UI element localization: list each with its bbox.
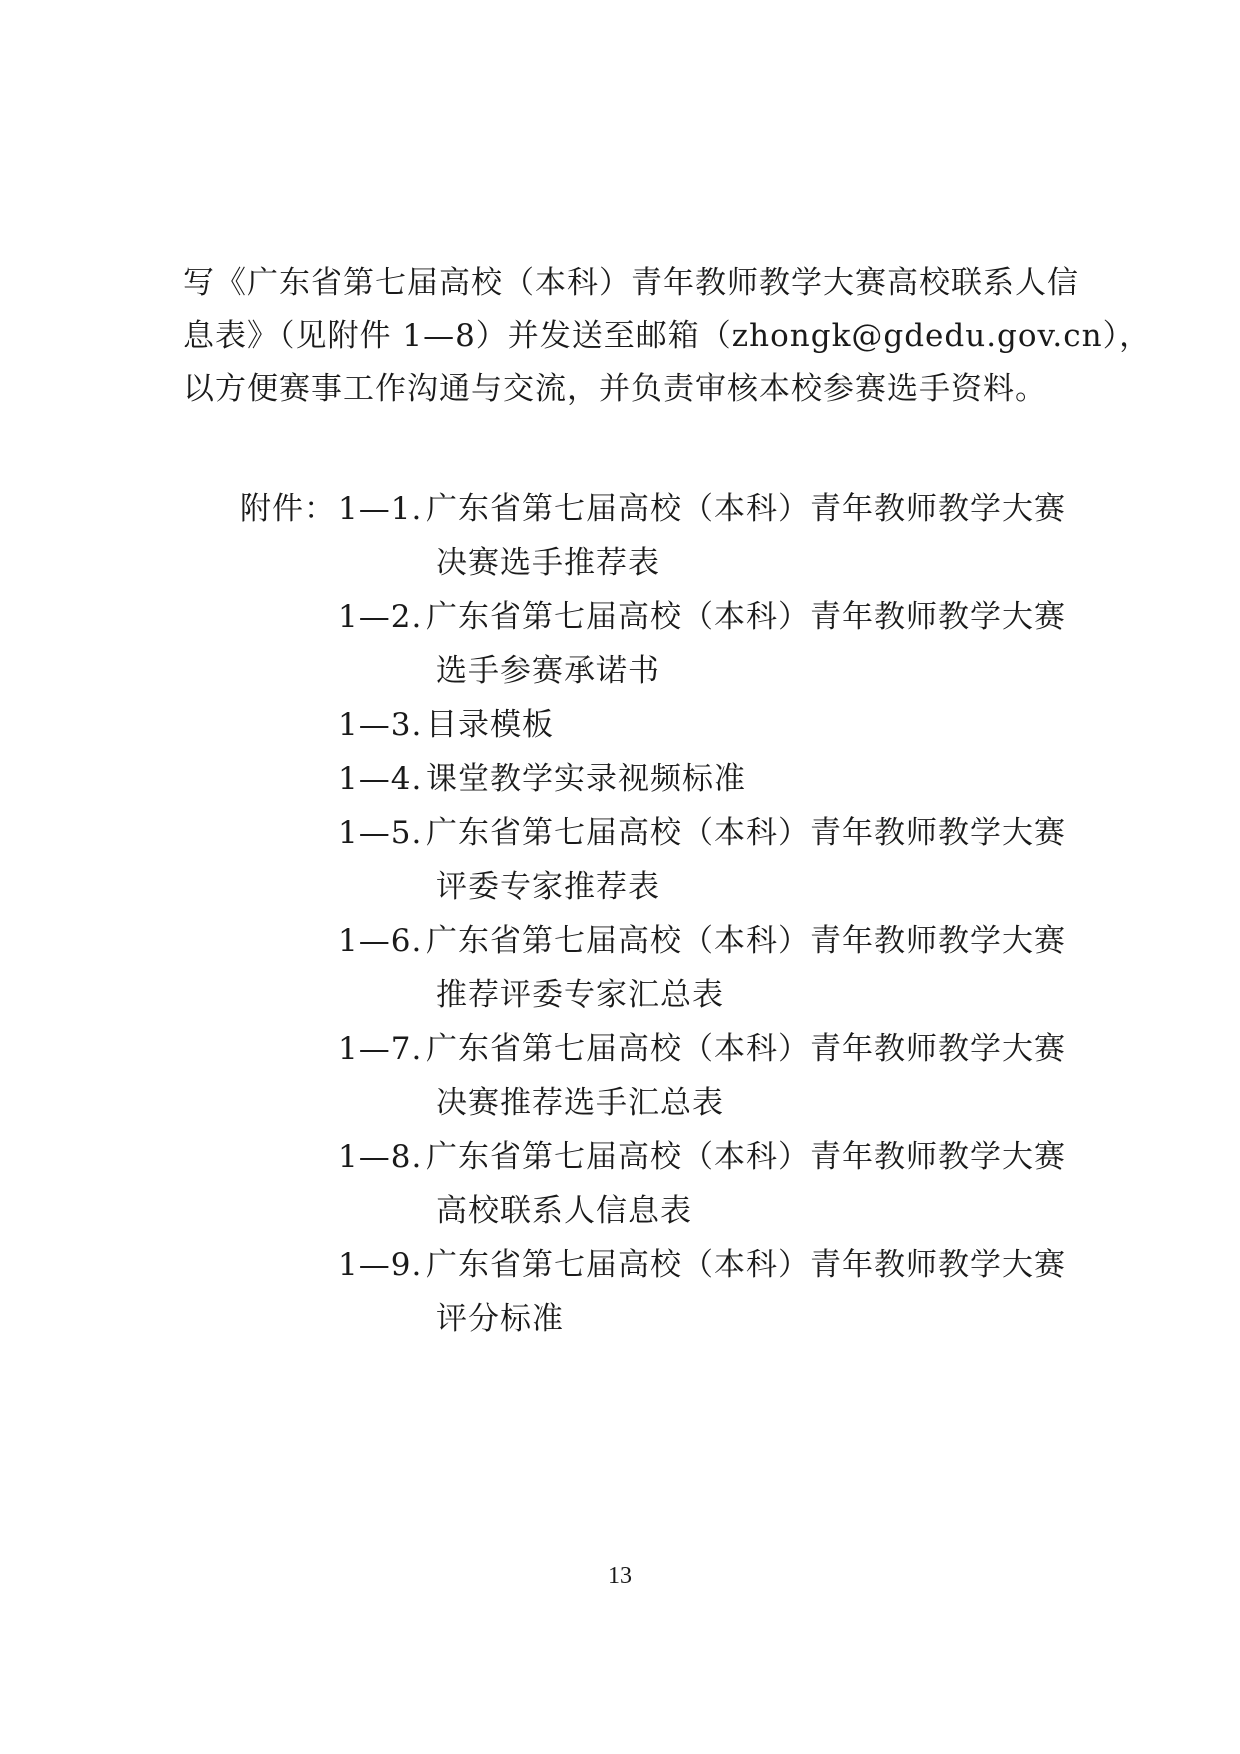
attachment-title: 广东省第七届高校（本科）青年教师教学大赛 决赛选手推荐表 [426,491,1066,581]
attachment-title: 广东省第七届高校（本科）青年教师教学大赛 高校联系人信息表 [426,1139,1066,1229]
attachment-title: 目录模板 [426,707,554,743]
attachment-title: 广东省第七届高校（本科）青年教师教学大赛 推荐评委专家汇总表 [426,923,1066,1013]
attachment-title: 课堂教学实录视频标准 [426,761,746,797]
attachment-number: 1—2. [338,599,423,635]
attachment-number: 1—4. [338,761,423,797]
attachment-item [338,806,1078,914]
attachments-label: 附件： [240,491,336,527]
paragraph-line: 写《广东省第七届高校（本科）青年教师教学大赛高校联系人信 [183,265,1079,301]
attachments-list [338,482,1078,1346]
attachment-number: 1—9. [338,1247,423,1283]
attachment-number: 1—3. [338,707,423,743]
attachment-title: 广东省第七届高校（本科）青年教师教学大赛 评分标准 [426,1247,1066,1337]
attachment-number: 1—8. [338,1139,423,1175]
body-paragraph [183,257,1152,416]
attachment-item [338,482,1078,590]
attachment-item [338,752,1078,806]
page-number: 13 [608,1563,632,1589]
paragraph-line: 息表》（见附件 1—8）并发送至邮箱（zhongk@gdedu.gov.cn）， [183,318,1152,354]
attachment-number: 1—6. [338,923,423,959]
attachment-item [338,914,1078,1022]
attachment-item [338,1130,1078,1238]
attachment-number: 1—7. [338,1031,423,1067]
attachment-item [338,590,1078,698]
paragraph-line: 以方便赛事工作沟通与交流，并负责审核本校参赛选手资料。 [183,371,1047,407]
attachment-item [338,1022,1078,1130]
attachment-title: 广东省第七届高校（本科）青年教师教学大赛 选手参赛承诺书 [426,599,1066,689]
attachment-number: 1—5. [338,815,423,851]
attachment-title: 广东省第七届高校（本科）青年教师教学大赛 决赛推荐选手汇总表 [426,1031,1066,1121]
attachment-item [338,698,1078,752]
attachment-number: 1—1. [338,491,423,527]
attachment-title: 广东省第七届高校（本科）青年教师教学大赛 评委专家推荐表 [426,815,1066,905]
attachment-item [338,1238,1078,1346]
